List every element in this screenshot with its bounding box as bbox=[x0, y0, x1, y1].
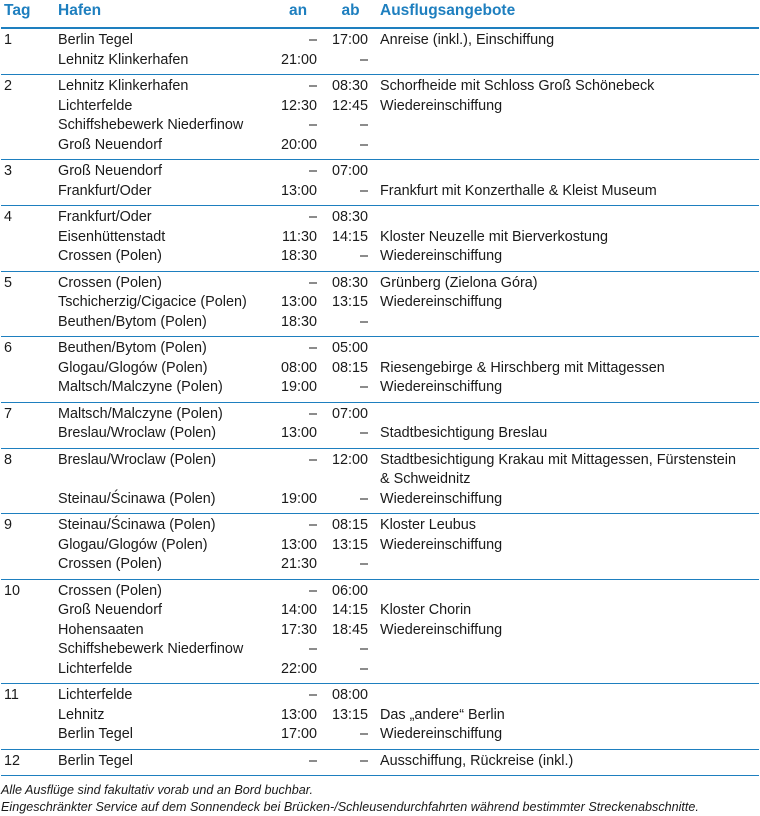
day-row bbox=[1, 160, 759, 206]
day-number-label: 4 bbox=[4, 209, 13, 225]
day-row bbox=[1, 206, 759, 272]
departure-cell bbox=[323, 749, 378, 776]
arrival-time: 11:30 bbox=[282, 228, 317, 245]
port-name: Schiffshebewerk Niederfinow bbox=[58, 117, 244, 133]
departure-time: 13:15 bbox=[331, 536, 368, 553]
header-ab: ab bbox=[323, 0, 378, 28]
arrival-time: – bbox=[308, 752, 317, 769]
port-name bbox=[58, 470, 273, 490]
day-number-label: 9 bbox=[4, 517, 13, 533]
departure-time: – bbox=[359, 425, 368, 441]
excursion-text: Anreise (inkl.), Einschiffung bbox=[380, 32, 555, 48]
excursion-text: Das „andere“ Berlin bbox=[380, 706, 505, 723]
port-cell bbox=[55, 28, 273, 75]
excursion-text: Wiedereinschiffung bbox=[380, 490, 503, 507]
departure-time: 06:00 bbox=[331, 582, 368, 599]
port-name: Crossen (Polen) bbox=[58, 274, 162, 291]
excursion-text: Wiedereinschiffung bbox=[380, 248, 503, 264]
port-name: Steinau/Ścinawa (Polen) bbox=[58, 517, 216, 533]
departure-cell bbox=[323, 402, 378, 448]
arrival-time: – bbox=[308, 451, 317, 468]
departure-time: – bbox=[359, 641, 368, 657]
departure-time: 12:00 bbox=[331, 451, 368, 468]
day-number bbox=[1, 75, 55, 160]
excursion-text: Ausschiffung, Rückreise (inkl.) bbox=[380, 752, 574, 769]
port-cell bbox=[55, 402, 273, 448]
port-cell bbox=[55, 514, 273, 580]
footnote-sundeck: Eingeschränkter Service auf dem Sonnendeck bei Brücken-/Schleusendurchfahrten während bestimmter Streckenabschnitte. bbox=[1, 800, 699, 814]
day-number bbox=[1, 514, 55, 580]
excursion-text: Stadtbesichtigung Krakau mit Mittagessen, Fürstenstein bbox=[380, 451, 736, 468]
arrival-cell bbox=[273, 160, 323, 206]
departure-time: 14:15 bbox=[331, 602, 368, 618]
port-name: Frankfurt/Oder bbox=[58, 209, 152, 225]
port-name: Hohensaaten bbox=[58, 621, 144, 638]
day-row bbox=[1, 402, 759, 448]
port-name: Beuthen/Bytom (Polen) bbox=[58, 340, 207, 356]
departure-time bbox=[323, 470, 378, 490]
port-name: Glogau/Glogów (Polen) bbox=[58, 359, 208, 376]
excursion-text: Wiedereinschiffung bbox=[380, 621, 503, 638]
departure-time: 08:30 bbox=[331, 274, 368, 291]
departure-cell bbox=[323, 337, 378, 403]
departure-time: – bbox=[359, 556, 368, 572]
arrival-cell bbox=[273, 448, 323, 514]
arrival-time: 18:30 bbox=[280, 248, 317, 264]
excursion-text: Riesengebirge & Hirschberg mit Mittagessen bbox=[380, 359, 665, 376]
header-ausflug: Ausflugsangebote bbox=[378, 0, 759, 28]
excursion-cell bbox=[378, 684, 759, 750]
departure-time: – bbox=[359, 117, 368, 133]
day-row bbox=[1, 337, 759, 403]
departure-time: 18:45 bbox=[331, 621, 368, 638]
departure-time: – bbox=[359, 490, 368, 507]
port-name: Beuthen/Bytom (Polen) bbox=[58, 313, 207, 330]
excursion-cell bbox=[378, 271, 759, 337]
departure-time: 17:00 bbox=[331, 32, 368, 48]
excursion-text bbox=[380, 582, 759, 602]
excursion-text: Schorfheide mit Schloss Groß Schönebeck bbox=[380, 78, 655, 94]
day-row bbox=[1, 28, 759, 75]
departure-cell bbox=[323, 684, 378, 750]
excursion-cell bbox=[378, 160, 759, 206]
port-name: Lehnitz bbox=[58, 706, 105, 723]
departure-time: 07:00 bbox=[331, 163, 368, 179]
arrival-cell bbox=[273, 28, 323, 75]
excursion-cell bbox=[378, 337, 759, 403]
day-number-label: 1 bbox=[4, 32, 13, 48]
arrival-time: – bbox=[308, 209, 317, 225]
day-number bbox=[1, 28, 55, 75]
excursion-text bbox=[380, 660, 759, 680]
excursion-cell bbox=[378, 749, 759, 776]
departure-time: 05:00 bbox=[331, 340, 368, 356]
excursion-text bbox=[380, 686, 759, 706]
arrival-cell bbox=[273, 402, 323, 448]
arrival-time: 19:00 bbox=[280, 490, 317, 507]
port-name: Lehnitz Klinkerhafen bbox=[58, 78, 189, 94]
header-tag: Tag bbox=[1, 0, 55, 28]
excursion-text: Grünberg (Zielona Góra) bbox=[380, 274, 538, 291]
day-number bbox=[1, 402, 55, 448]
departure-time: – bbox=[359, 752, 368, 769]
port-cell bbox=[55, 271, 273, 337]
table-header-row bbox=[1, 0, 759, 28]
arrival-cell bbox=[273, 75, 323, 160]
arrival-time: 17:00 bbox=[280, 726, 317, 742]
port-name: Crossen (Polen) bbox=[58, 248, 162, 264]
excursion-text: Wiedereinschiffung bbox=[380, 379, 503, 395]
arrival-time: 21:00 bbox=[280, 51, 317, 68]
port-name: Berlin Tegel bbox=[58, 726, 133, 742]
day-row bbox=[1, 514, 759, 580]
departure-time: – bbox=[359, 379, 368, 395]
departure-cell bbox=[323, 271, 378, 337]
excursion-text: Kloster Neuzelle mit Bierverkostung bbox=[380, 228, 608, 245]
port-cell bbox=[55, 684, 273, 750]
arrival-time: – bbox=[308, 582, 317, 599]
departure-time: 08:15 bbox=[331, 517, 368, 533]
excursion-cell bbox=[378, 402, 759, 448]
excursion-text bbox=[380, 405, 759, 425]
excursion-text: Wiedereinschiffung bbox=[380, 294, 503, 310]
excursion-text: Frankfurt mit Konzerthalle & Kleist Museum bbox=[380, 182, 657, 199]
port-name: Groß Neuendorf bbox=[58, 136, 162, 153]
arrival-time: 20:00 bbox=[280, 136, 317, 153]
day-number bbox=[1, 579, 55, 684]
port-name: Berlin Tegel bbox=[58, 32, 133, 48]
day-row bbox=[1, 448, 759, 514]
port-name: Groß Neuendorf bbox=[58, 602, 162, 618]
day-row bbox=[1, 579, 759, 684]
excursion-cell bbox=[378, 206, 759, 272]
port-name: Groß Neuendorf bbox=[58, 163, 162, 179]
port-cell bbox=[55, 206, 273, 272]
arrival-time: 08:00 bbox=[280, 359, 317, 376]
day-row bbox=[1, 749, 759, 776]
day-number-label: 11 bbox=[4, 687, 19, 703]
day-row bbox=[1, 75, 759, 160]
port-name: Crossen (Polen) bbox=[58, 556, 162, 572]
arrival-time: – bbox=[308, 117, 317, 133]
arrival-cell bbox=[273, 749, 323, 776]
footnote-excursions: Alle Ausflüge sind fakultativ vorab und an Bord buchbar. bbox=[1, 783, 314, 797]
day-number-label: 7 bbox=[4, 405, 13, 422]
port-name: Frankfurt/Oder bbox=[58, 182, 152, 199]
departure-time: – bbox=[359, 726, 368, 742]
arrival-cell bbox=[273, 337, 323, 403]
excursion-cell bbox=[378, 579, 759, 684]
arrival-time: 12:30 bbox=[280, 97, 317, 114]
arrival-time: – bbox=[308, 641, 317, 657]
departure-time: – bbox=[359, 248, 368, 264]
arrival-time: – bbox=[308, 78, 317, 94]
excursion-text bbox=[380, 162, 759, 182]
excursion-text bbox=[380, 136, 759, 156]
day-number bbox=[1, 448, 55, 514]
arrival-cell bbox=[273, 684, 323, 750]
departure-cell bbox=[323, 75, 378, 160]
arrival-time: 22:00 bbox=[280, 660, 317, 677]
excursion-text bbox=[380, 208, 759, 228]
port-name: Glogau/Glogów (Polen) bbox=[58, 536, 208, 553]
port-cell bbox=[55, 749, 273, 776]
port-cell bbox=[55, 448, 273, 514]
arrival-time: 13:00 bbox=[280, 425, 317, 441]
port-cell bbox=[55, 75, 273, 160]
port-name: Steinau/Ścinawa (Polen) bbox=[58, 490, 216, 507]
day-number-label: 12 bbox=[4, 752, 21, 769]
port-name: Schiffshebewerk Niederfinow bbox=[58, 641, 244, 657]
port-name: Lichterfelde bbox=[58, 687, 133, 703]
excursion-cell bbox=[378, 28, 759, 75]
port-cell bbox=[55, 579, 273, 684]
excursion-text: Kloster Leubus bbox=[380, 517, 476, 533]
excursion-text bbox=[380, 339, 759, 359]
arrival-time: 14:00 bbox=[280, 602, 317, 618]
port-name: Tschicherzig/Cigacice (Polen) bbox=[58, 294, 247, 310]
departure-time: 08:00 bbox=[331, 687, 368, 703]
arrival-time: 13:00 bbox=[280, 536, 317, 553]
excursion-text bbox=[380, 555, 759, 575]
port-name: Lehnitz Klinkerhafen bbox=[58, 51, 189, 68]
port-name: Eisenhüttenstadt bbox=[58, 228, 166, 245]
excursion-text: & Schweidnitz bbox=[380, 471, 471, 487]
excursion-text: Kloster Chorin bbox=[380, 602, 472, 618]
excursion-text: Wiedereinschiffung bbox=[380, 536, 503, 553]
arrival-time: 18:30 bbox=[280, 313, 317, 330]
day-number-label: 10 bbox=[4, 582, 21, 599]
arrival-time: 13:00 bbox=[280, 706, 317, 723]
excursion-text bbox=[380, 116, 759, 136]
arrival-time: – bbox=[308, 687, 317, 703]
port-name: Breslau/Wroclaw (Polen) bbox=[58, 451, 217, 468]
departure-time: 08:30 bbox=[331, 209, 368, 225]
departure-time: – bbox=[359, 51, 368, 68]
departure-time: – bbox=[359, 182, 368, 199]
port-name: Lichterfelde bbox=[58, 660, 133, 677]
arrival-time bbox=[273, 470, 323, 490]
departure-time: 07:00 bbox=[331, 405, 368, 422]
departure-time: – bbox=[359, 313, 368, 330]
day-number-label: 5 bbox=[4, 274, 13, 291]
day-number bbox=[1, 684, 55, 750]
departure-time: 12:45 bbox=[331, 97, 368, 114]
excursion-cell bbox=[378, 75, 759, 160]
itinerary-table bbox=[1, 0, 759, 776]
port-name: Maltsch/Malczyne (Polen) bbox=[58, 405, 223, 422]
departure-time: 14:15 bbox=[331, 228, 368, 245]
day-number bbox=[1, 160, 55, 206]
departure-cell bbox=[323, 514, 378, 580]
arrival-cell bbox=[273, 206, 323, 272]
excursion-text: Wiedereinschiffung bbox=[380, 97, 503, 114]
arrival-cell bbox=[273, 271, 323, 337]
day-number-label: 6 bbox=[4, 340, 13, 356]
day-number bbox=[1, 749, 55, 776]
arrival-time: – bbox=[308, 274, 317, 291]
excursion-text bbox=[380, 313, 759, 333]
arrival-time: – bbox=[308, 32, 317, 48]
departure-cell bbox=[323, 579, 378, 684]
footnotes bbox=[0, 782, 760, 816]
day-number bbox=[1, 271, 55, 337]
departure-cell bbox=[323, 206, 378, 272]
header-hafen: Hafen bbox=[55, 0, 273, 28]
arrival-time: 17:30 bbox=[280, 621, 317, 638]
port-cell bbox=[55, 337, 273, 403]
day-number bbox=[1, 206, 55, 272]
departure-time: 13:15 bbox=[331, 706, 368, 723]
departure-cell bbox=[323, 448, 378, 514]
port-name: Maltsch/Malczyne (Polen) bbox=[58, 379, 223, 395]
day-number-label: 3 bbox=[4, 163, 13, 179]
port-name: Lichterfelde bbox=[58, 97, 133, 114]
excursion-text bbox=[380, 51, 759, 71]
day-number bbox=[1, 337, 55, 403]
port-cell bbox=[55, 160, 273, 206]
port-name: Berlin Tegel bbox=[58, 752, 133, 769]
arrival-cell bbox=[273, 514, 323, 580]
day-number-label: 8 bbox=[4, 451, 13, 468]
itinerary-body bbox=[1, 28, 759, 776]
arrival-cell bbox=[273, 579, 323, 684]
port-name: Crossen (Polen) bbox=[58, 582, 162, 599]
day-number-label: 2 bbox=[4, 78, 13, 94]
departure-cell bbox=[323, 28, 378, 75]
departure-time: 08:30 bbox=[331, 78, 368, 94]
departure-time: – bbox=[359, 136, 368, 153]
excursion-text: Wiedereinschiffung bbox=[380, 726, 503, 742]
port-name: Breslau/Wroclaw (Polen) bbox=[58, 425, 217, 441]
departure-time: – bbox=[359, 660, 368, 677]
excursion-cell bbox=[378, 448, 759, 514]
arrival-time: – bbox=[308, 163, 317, 179]
arrival-time: 21:30 bbox=[280, 556, 317, 572]
arrival-time: 13:00 bbox=[280, 182, 317, 199]
departure-cell bbox=[323, 160, 378, 206]
arrival-time: – bbox=[308, 517, 317, 533]
day-row bbox=[1, 684, 759, 750]
excursion-text: Stadtbesichtigung Breslau bbox=[380, 425, 548, 441]
departure-time: 08:15 bbox=[331, 359, 368, 376]
departure-time: 13:15 bbox=[331, 294, 368, 310]
arrival-time: 13:00 bbox=[280, 294, 317, 310]
day-row bbox=[1, 271, 759, 337]
arrival-time: 19:00 bbox=[280, 379, 317, 395]
excursion-cell bbox=[378, 514, 759, 580]
arrival-time: – bbox=[308, 405, 317, 422]
excursion-text bbox=[380, 640, 759, 660]
arrival-time: – bbox=[308, 340, 317, 356]
header-an: an bbox=[273, 0, 323, 28]
